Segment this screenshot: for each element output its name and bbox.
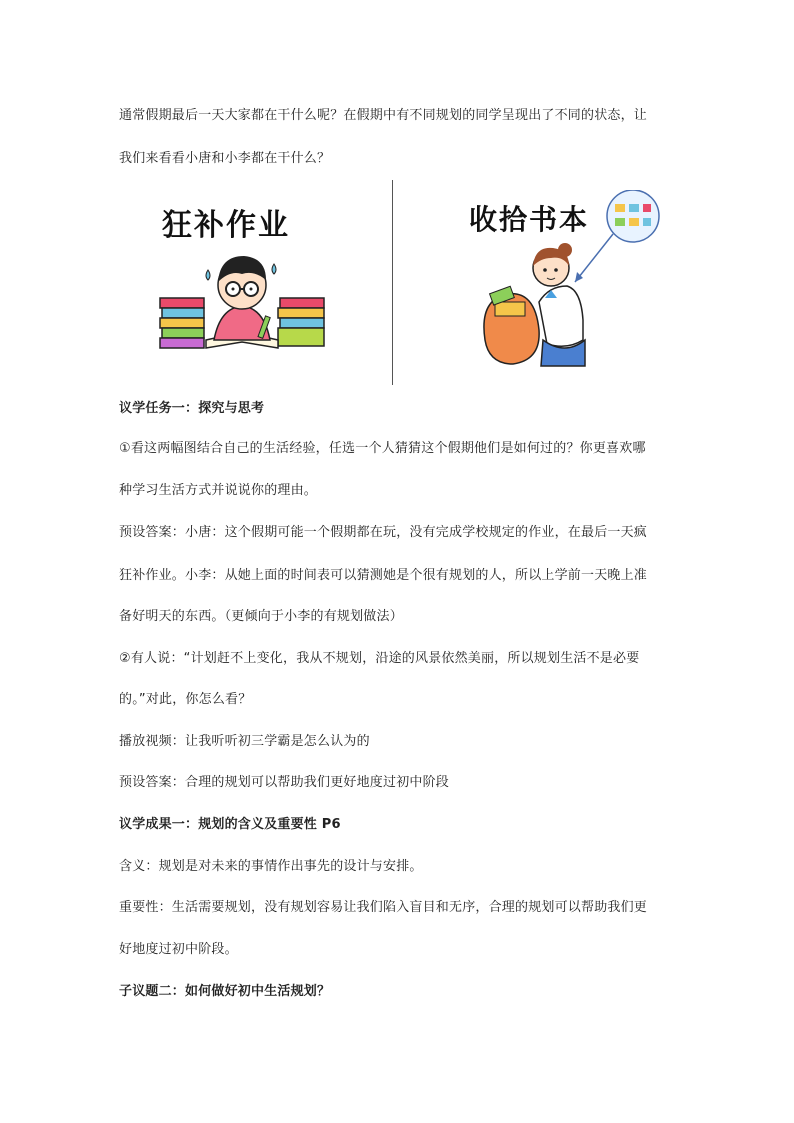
task1-a1-line-2: 狂补作业。小李：从她上面的时间表可以猜测她是个很有规划的人，所以上学前一天晚上准 xyxy=(119,568,648,583)
task1-q1-line-1: ①看这两幅图结合自己的生活经验，任选一个人猜猜这个假期他们是如何过的？你更喜欢哪 xyxy=(119,441,646,456)
task1-q2-line-2: 的。”对此，你怎么看？ xyxy=(119,692,252,707)
left-caption: 狂补作业 xyxy=(162,208,290,243)
result1-heading: 议学成果一：规划的含义及重要性 P6 xyxy=(119,817,341,832)
intro-line-2: 我们来看看小唐和小李都在干什么？ xyxy=(119,151,331,166)
student-with-books-icon xyxy=(150,190,340,360)
sub2-heading: 子议题二：如何做好初中生活规划？ xyxy=(119,984,331,999)
task1-q1-line-2: 种学习生活方式并说说你的理由。 xyxy=(119,483,318,498)
girl-packing-bag-icon xyxy=(455,190,670,380)
intro-line-1: 通常假期最后一天大家都在干什么呢？在假期中有不同规划的同学呈现出了不同的状态，让 xyxy=(119,108,648,123)
packing-books-illustration xyxy=(455,190,670,380)
right-caption: 收拾书本 xyxy=(469,203,590,236)
task1-a2: 预设答案：合理的规划可以帮助我们更好地度过初中阶段 xyxy=(119,775,450,790)
task1-a1-line-3: 备好明天的东西。（更倾向于小李的有规划做法） xyxy=(119,609,403,624)
result1-importance-line-2: 好地度过初中阶段。 xyxy=(119,942,238,957)
task1-a1-line-1: 预设答案：小唐：这个假期可能一个假期都在玩，没有完成学校规定的作业，在最后一天疯 xyxy=(119,525,648,540)
result1-meaning: 含义：规划是对未来的事情作出事先的设计与安排。 xyxy=(119,859,423,874)
cramming-homework-illustration xyxy=(150,190,340,360)
video-note: 播放视频：让我听听初三学霸是怎么认为的 xyxy=(119,734,370,749)
task1-q2-line-1: ②有人说：“计划赶不上变化，我从不规划，沿途的风景依然美丽，所以规划生活不是必要 xyxy=(119,651,640,666)
task1-heading: 议学任务一：探究与思考 xyxy=(119,401,265,416)
result1-importance-line-1: 重要性：生活需要规划，没有规划容易让我们陷入盲目和无序，合理的规划可以帮助我们更 xyxy=(119,900,648,915)
figure-divider xyxy=(392,180,393,385)
